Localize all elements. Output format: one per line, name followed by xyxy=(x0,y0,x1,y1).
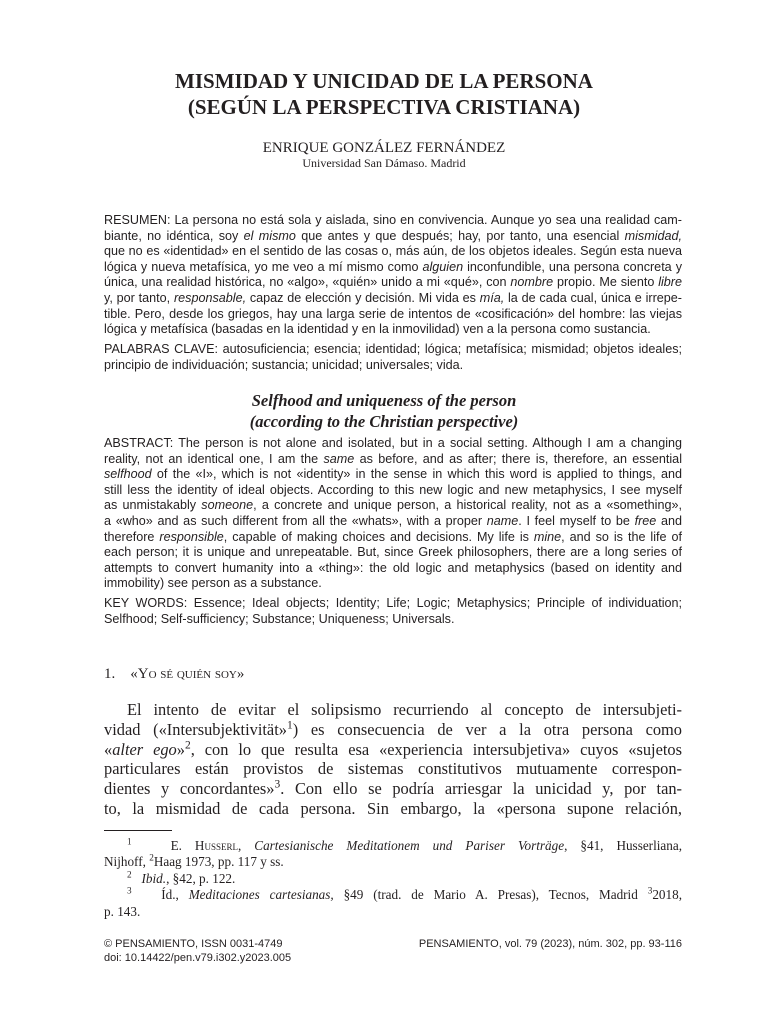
footer-doi[interactable]: doi: 10.14422/pen.v79.i302.y2023.005 xyxy=(104,952,292,964)
keywords-line: Selfhood; Self-sufficiency; Substance; Uniqueness; Universals. xyxy=(104,611,455,626)
abstract-line: still less the identity of ideal objects. According to this new logic and new metaphysics, I see myself xyxy=(104,482,682,497)
palabras-clave xyxy=(104,342,682,373)
resumen-line: RESUMEN: La persona no está sola y aislada, sino en convivencia. Aunque yo sea una realidad cam- xyxy=(104,213,682,227)
abstract-line: therefore responsible, capable of making choices and decisions. My life is mine, and so is the life of xyxy=(104,529,682,544)
footnote-3-cont: p. 143. xyxy=(104,903,141,919)
abstract-paragraph xyxy=(104,436,682,592)
resumen-line: lógica y metafísica (basadas en la identidad y en la inmovilidad) ven a la persona como sustancia. xyxy=(104,322,651,337)
body-line: dientes y concordantes»$^3$. Con ello se podría arriesgar la unicidad y, por tan- xyxy=(104,778,683,799)
body-line: El intento de evitar el solipsismo recurriendo al concepto de intersubjeti- xyxy=(127,700,682,719)
palabras-line: PALABRAS CLAVE: autosuficiencia; esencia; identidad; lógica; metafísica; mismidad; objetos ideales; xyxy=(104,342,682,356)
footnote-2: $^2$ Ibid., §42, p. 122. xyxy=(127,869,236,886)
resumen-line: biante, no idéntica, soy el mismo que antes y que después; hay, por tanto, una esencial mismidad, xyxy=(104,228,682,243)
footnote-1-cont: Nijhoff, $^2$Haag 1973, pp. 117 y ss. xyxy=(104,853,284,870)
resumen-line: lógica y nueva metafísica, yo me veo a mí mismo como alguien inconfundible, una persona concreta y xyxy=(104,259,682,274)
footnote-divider xyxy=(104,830,172,831)
footer-copyright: © PENSAMIENTO, ISSN 0031-4749 xyxy=(104,938,283,950)
abstract-line: a «who» and as such different from all the «whats», with a proper name. I feel myself to be free and xyxy=(104,513,682,528)
author-affiliation: Universidad San Dámaso. Madrid xyxy=(302,156,466,170)
abstract-line: reality, not an identical one, I am the same as before, and as after; there is, therefore, an essential xyxy=(104,451,682,466)
section-heading: 1. «Yo sé quién soy» xyxy=(104,666,245,682)
footnotes xyxy=(104,838,682,920)
abstract-line: attempts to convert humanity into a «thing»: the old logic and metaphysics (based on identity and xyxy=(104,560,682,575)
resumen-line: y, por tanto, responsable, capaz de elección y decisión. Mi vida es mía, la de cada cual, única e irrepe- xyxy=(104,290,682,305)
footnote-ref-2[interactable]: 2 xyxy=(184,739,191,752)
abstract-line: ABSTRACT: The person is not alone and isolated, but in a social setting. Although I am a changing xyxy=(104,436,682,450)
title-line-2: (SEGÚN LA PERSPECTIVA CRISTIANA) xyxy=(187,95,581,119)
abstract-line: selfhood of the «I», which is not «identity» in the sense in which this word is applied to things, and xyxy=(104,467,682,482)
body-line: particulares están provistos de sistemas constitutivos mutuamente correspon- xyxy=(104,759,682,779)
english-title-line-1: Selfhood and uniqueness of the person xyxy=(251,391,517,410)
key-words xyxy=(104,596,682,627)
footer-citation: PENSAMIENTO, vol. 79 (2023), núm. 302, pp. 93-116 xyxy=(418,938,682,950)
resumen-paragraph xyxy=(104,213,682,338)
english-title xyxy=(0,390,768,432)
footnote-ref-1[interactable]: 1 xyxy=(286,719,293,732)
footnote-3: $^3$ Íd., Meditaciones cartesianas, §49 (trad. de Mario A. Presas), Tecnos, Madrid $^3$2018, xyxy=(127,885,682,903)
resumen-line: única, una realidad histórica, no «algo», «quién» unido a mi «qué», con nombre propio. Me siento libre xyxy=(104,275,683,290)
footnote-ref-3[interactable]: 3 xyxy=(274,778,281,791)
body-line: «alter ego»$^2$, con lo que resulta esa «experiencia intersubjetiva» cuyos «sujetos xyxy=(104,739,682,759)
title-line-1: MISMIDAD Y UNICIDAD DE LA PERSONA xyxy=(175,69,593,93)
keywords-line: KEY WORDS: Essence; Ideal objects; Identity; Life; Logic; Metaphysics; Principle of individuation; xyxy=(104,596,682,610)
body-paragraph xyxy=(104,700,682,819)
author-name: ENRIQUE GONZÁLEZ FERNÁNDEZ xyxy=(262,140,506,156)
footer-left xyxy=(104,937,291,965)
article-title xyxy=(0,68,768,120)
abstract-line: as unmistakably someone, a concrete and unique person, a historical reality, not as a «something», xyxy=(104,498,682,513)
palabras-line: principio de individuación; sustancia; unicidad; universales; vida. xyxy=(104,357,464,372)
resumen-line: que no es «identidad» en el sentido de las cosas o, más aún, de los objetos ideales. Según esta nueva xyxy=(104,244,682,259)
body-line: to, la mismidad de cada persona. Sin embargo, la «persona supone relación, xyxy=(104,798,682,818)
english-title-line-2: (according to the Christian perspective) xyxy=(249,412,519,431)
body-line: vidad («Intersubjektivität»$^1$) es consecuencia de ver a la otra persona como xyxy=(104,719,682,739)
section-title: Yo sé quién soy xyxy=(137,666,237,682)
resumen-line: tible. Pero, desde los griegos, hay una larga serie de intentos de «cosificación» del hombre: las viejas xyxy=(104,306,682,321)
footnote-1: $^1$ E. Husserl, Cartesianische Meditationem und Pariser Vorträge, §41, Husserliana, xyxy=(127,836,682,853)
abstract-line: immobility) see person as a substance. xyxy=(104,576,322,591)
abstract-line: each person; it is unique and unrepeatable. But, since Greek philosophers, there are a long series of xyxy=(104,545,682,560)
section-number: 1. xyxy=(104,666,116,682)
